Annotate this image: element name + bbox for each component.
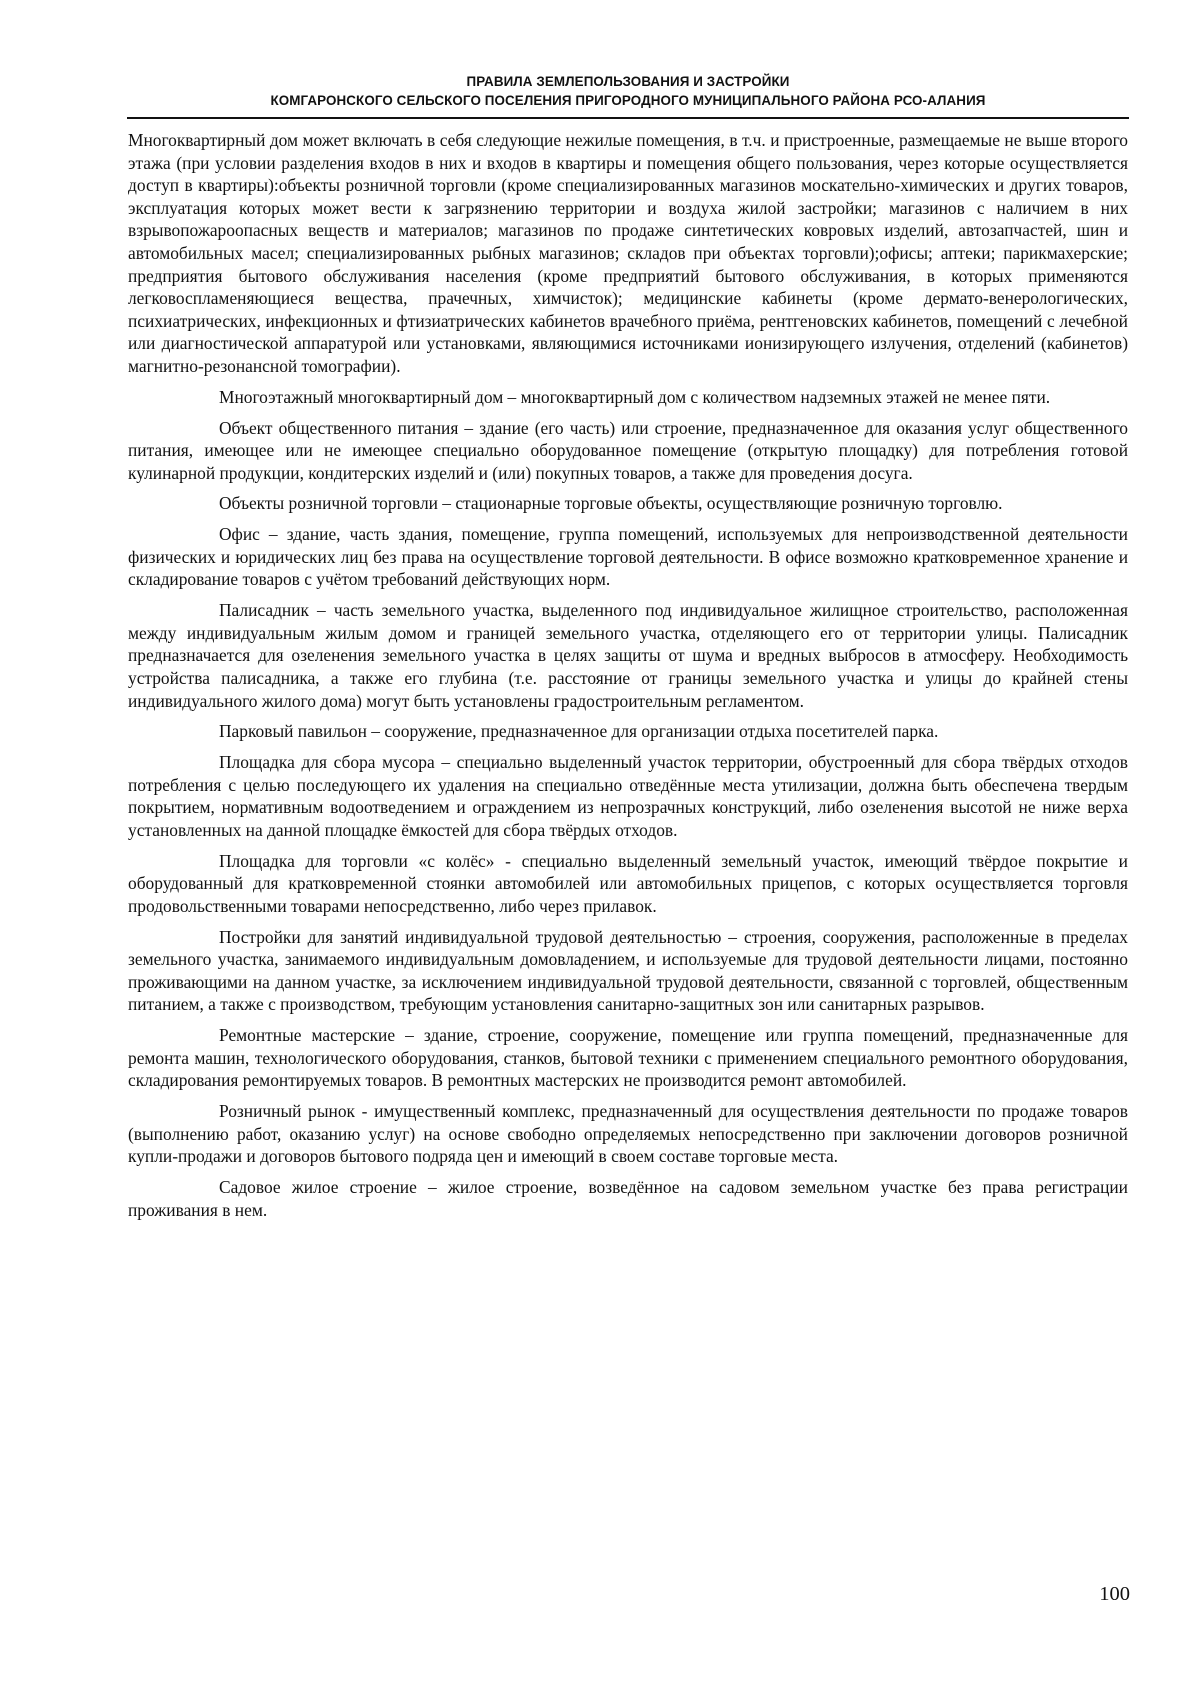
paragraph-retail-market: Розничный рынок - имущественный комплекс, предназначенный для осуществления деятельности по продаже товаров (выполнению работ, оказанию услуг) на основе свободно определяемых непосредственно при заключении договоров розничной купли-продажи и договоров бытового подряда цен и имеющий в своем составе торговые места.	[128, 1101, 1128, 1167]
paragraph-office: Офис – здание, часть здания, помещение, группа помещений, используемых для непроизводственной деятельности физических и юридических лиц без права на осуществление торговой деятельности. В офисе возможно кратковременное хранение и складирование товаров с учётом требований действующих норм.	[128, 524, 1128, 590]
paragraph-individual-work-buildings: Постройки для занятий индивидуальной трудовой деятельностью – строения, сооружения, расположенные в пределах земельного участка, занимаемого индивидуальным домовладением, и используемые для трудовой деятельности лицами, постоянно проживающими на данном участке, за исключением индивидуальной трудовой деятельности, связанной с торговлей, общественным питанием, а также с производством, требующим установления санитарно-защитных зон или санитарных разрывов.	[128, 926, 1128, 1015]
paragraph-garden-house: Садовое жилое строение – жилое строение, возведённое на садовом земельном участке без права регистрации проживания в нем.	[128, 1177, 1128, 1220]
paragraph-multistorey-building: Многоэтажный многоквартирный дом – многоквартирный дом с количеством надземных этажей не менее пяти.	[219, 386, 1051, 407]
paragraph-vehicle-trading-site: Площадка для торговли «с колёс» - специально выделенный земельный участок, имеющий твёрдое покрытие и оборудованный для кратковременной стоянки автомобилей или автомобильных прицепов, с которых осуществляется торговля продовольственными товарами непосредственно, либо через прилавок.	[128, 850, 1128, 916]
paragraph-repair-workshops: Ремонтные мастерские – здание, строение, сооружение, помещение или группа помещений, предназначенные для ремонта машин, технологического оборудования, станков, бытовой техники с применением специального ремонтного оборудования, складирования ремонтируемых товаров. В ремонтных мастерских не производится ремонт автомобилей.	[128, 1025, 1128, 1091]
paragraph-front-garden: Палисадник – часть земельного участка, выделенного под индивидуальное жилищное строительство, расположенная между индивидуальным жилым домом и границей земельного участка, отделяющего его от территории улицы. Палисадник предназначается для озеленения земельного участка в целях защиты от шума и вредных выбросов в атмосферу. Необходимость устройства палисадника, а также его глубина (т.е. расстояние от границы земельного участка и улицы до крайней стены индивидуального жилого дома) могут быть установлены градостроительным регламентом.	[128, 600, 1128, 711]
paragraph-park-pavilion: Парковый павильон – сооружение, предназначенное для организации отдыха посетителей парка.	[219, 721, 939, 742]
document-body	[128, 129, 1128, 1230]
header-line-1: ПРАВИЛА ЗЕМЛЕПОЛЬЗОВАНИЯ И ЗАСТРОЙКИ	[466, 74, 790, 89]
paragraph-catering-facility: Объект общественного питания – здание (его часть) или строение, предназначенное для оказания услуг общественного питания, имеющее или не имеющее специально оборудованное помещение (открытую площадку) для потребления готовой кулинарной продукции, кондитерских изделий и (или) покупных товаров, а также для проведения досуга.	[128, 417, 1128, 483]
paragraph-waste-collection-site: Площадка для сбора мусора – специально выделенный участок территории, обустроенный для сбора твёрдых отходов потребления с целью последующего их удаления на специально отведённые места утилизации, должна быть обеспечена твердым покрытием, нормативным водоотведением и ограждением из непрозрачных конструкций, либо озеленения высотой не ниже верха установленных на данной площадке ёмкостей для сбора твёрдых отходов.	[128, 752, 1128, 840]
paragraph-retail-facilities: Объекты розничной торговли – стационарные торговые объекты, осуществляющие розничную торговлю.	[219, 493, 1003, 514]
paragraph-apartment-building-premises: Многоквартирный дом может включать в себя следующие нежилые помещения, в т.ч. и пристроенные, размещаемые не выше второго этажа (при условии разделения входов в них и входов в квартиры и помещения общего пользования, через которые осуществляется доступ в квартиры):объекты розничной торговли (кроме специализированных магазинов москательно-химических и других товаров, эксплуатация которых может вести к загрязнению территории и воздуха жилой застройки; магазинов с наличием в них взрывопожароопасных веществ и материалов; магазинов по продаже синтетических ковровых изделий, автозапчастей, шин и автомобильных масел; специализированных рыбных магазинов; складов при объектах торговли);офисы; аптеки; парикмахерские; предприятия бытового обслуживания населения (кроме предприятий бытового обслуживания, в которых применяются легковоспламеняющиеся вещества, прачечных, химчисток); медицинские кабинеты (кроме дермато-венерологических, психиатрических, инфекционных и фтизиатрических кабинетов врачебного приёма, рентгеновских кабинетов, помещений с лечебной или диагностической аппаратурой или установками, являющимися источниками ионизирующего излучения, отделений (кабинетов) магнитно-резонансной томографии).	[128, 130, 1128, 376]
header-line-2: КОМГАРОНСКОГО СЕЛЬСКОГО ПОСЕЛЕНИЯ ПРИГОРОДНОГО МУНИЦИПАЛЬНОГО РАЙОНА РСО-АЛАНИЯ	[270, 93, 986, 108]
header-rule	[127, 117, 1129, 119]
running-header	[128, 72, 1128, 110]
page-number: 100	[1099, 1583, 1130, 1605]
